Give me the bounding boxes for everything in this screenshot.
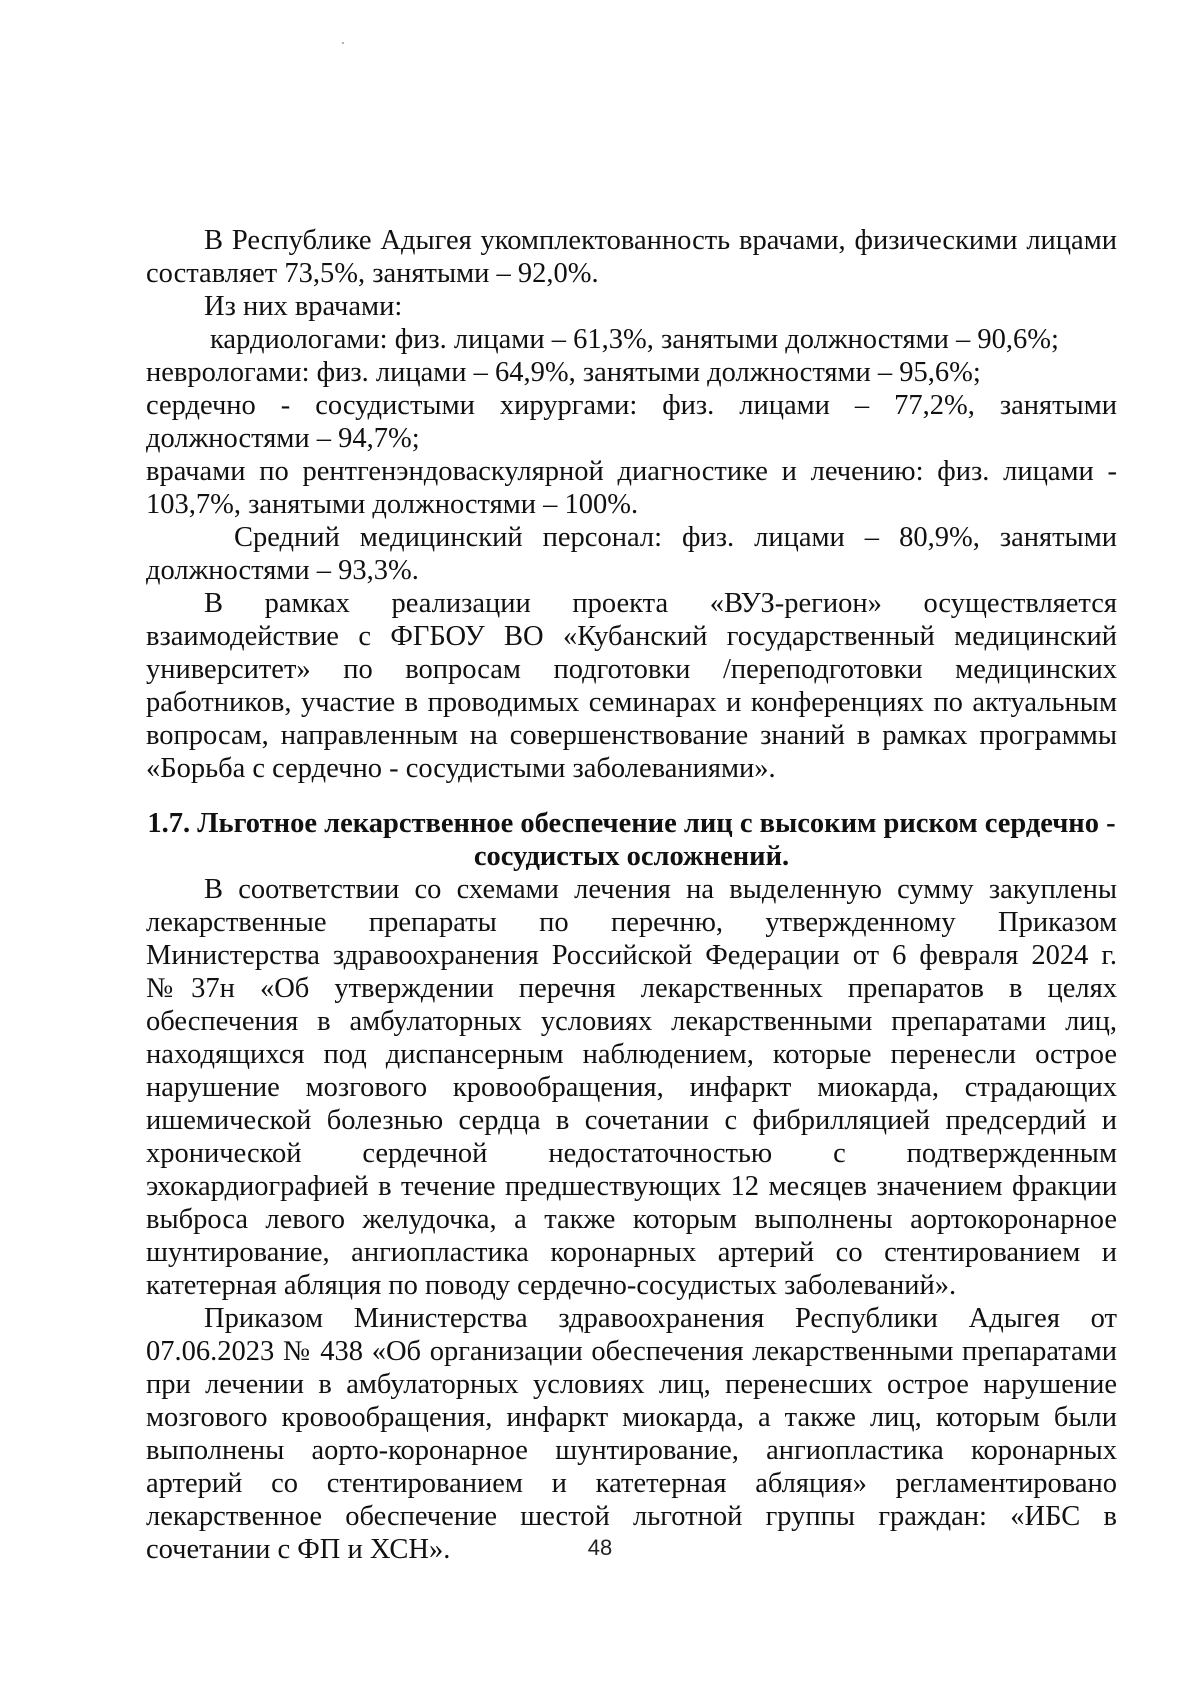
- paragraph-regional-order: Приказом Министерства здравоохранения Республики Адыгея от 07.06.2023 № 438 «Об организации обеспечения лекарственными препаратами при лечении в амбулаторных условиях лиц, перенесших острое нарушение мозгового кровообращения, инфаркт миокарда, а также лиц, которым были выполнены аорто-коронарное шунтирование, ангиопластика коронарных артерий со стентированием и катетерная абляция» регламентировано лекарственное обеспечение шестой льготной группы граждан: «ИБС в сочетании с ФП и ХСН».: [146, 1303, 1117, 1565]
- paragraph-of-them-doctors: Из них врачами:: [204, 291, 403, 322]
- paragraph-neurologists: неврологами: физ. лицами – 64,9%, занятыми должностями – 95,6%;: [146, 357, 981, 388]
- paragraph-staffing-intro: В Республике Адыгея укомплектованность врачами, физическими лицами составляет 73,5%, занятыми – 92,0%.: [146, 225, 1117, 289]
- staffing-section: [146, 224, 1117, 785]
- page-number: 48: [587, 1535, 613, 1560]
- document-page: [146, 224, 1117, 1566]
- paragraph-cardiologists: кардиологами: физ. лицами – 61,3%, занятыми должностями – 90,6%;: [210, 324, 1059, 355]
- section-heading: 1.7. Льготное лекарственное обеспечение лиц с высоким риском сердечно - сосудистых осложнений.: [147, 808, 1116, 872]
- paragraph-university-cooperation: В рамках реализации проекта «ВУЗ-регион» осуществляется взаимодействие с ФГБОУ ВО «Кубанский государственный медицинский университет» по вопросам подготовки /переподготовки медицинских работников, участие в проводимых семинарах и конференциях по актуальным вопросам, направленным на совершенствование знаний в рамках программы «Борьба с сердечно - сосудистыми заболеваниями».: [146, 588, 1117, 784]
- scan-speck: [342, 42, 344, 44]
- paragraph-nursing-staff: Средний медицинский персонал: физ. лицами – 80,9%, занятыми должностями – 93,3%.: [146, 522, 1117, 586]
- paragraph-vascular-surgeons: сердечно - сосудистыми хирургами: физ. лицами – 77,2%, занятыми должностями – 94,7%;: [146, 390, 1117, 454]
- drug-provision-section: [146, 873, 1117, 1566]
- paragraph-endovascular-doctors: врачами по рентгенэндоваскулярной диагностике и лечению: физ. лицами - 103,7%, занятыми должностями – 100%.: [146, 456, 1117, 520]
- paragraph-drug-procurement: В соответствии со схемами лечения на выделенную сумму закуплены лекарственные препараты по перечню, утвержденному Приказом Министерства здравоохранения Российской Федерации от 6 февраля 2024 г. №37н «Об утверждении перечня лекарственных препаратов в целях обеспечения в амбулаторных условиях лекарственными препаратами лиц, находящихся под диспансерным наблюдением, которые перенесли острое нарушение мозгового кровообращения, инфаркт миокарда, страдающих ишемической болезнью сердца в сочетании с фибрилляцией предсердий и хронической сердечной недостаточностью с подтвержденным эхокардиографией в течение предшествующих 12 месяцев значением фракции выброса левого желудочка, а также которым выполнены аортокоронарное шунтирование, ангиопластика коронарных артерий со стентированием и катетерная абляция по поводу сердечно-сосудистых заболеваний».: [146, 874, 1117, 1301]
